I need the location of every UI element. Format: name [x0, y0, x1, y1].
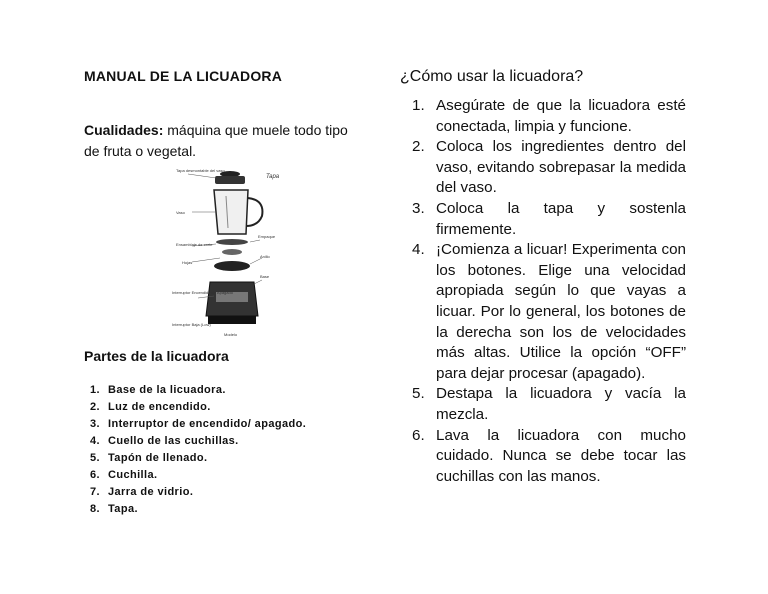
- label-interruptor: Interruptor Encendido de Apagado: [172, 290, 233, 295]
- step-item: [412, 384, 686, 425]
- step-number: 3.: [412, 199, 425, 217]
- step-number: 4.: [412, 241, 425, 259]
- item-number: 1.: [90, 384, 100, 396]
- list-item: [90, 382, 306, 399]
- blender-lid: [215, 176, 245, 184]
- step-text: ¡Comienza a licuar! Experimenta con los botones. Elige una velocidad apropiada según lo que vayas a licuar. Por lo general, los botones de la derecha son los de velocidades más altas. Utilice la opción “OFF” para dejar procesar (apagado).: [436, 241, 686, 382]
- blender-ring: [214, 261, 250, 271]
- step-text: Coloca la tapa y sostenla firmemente.: [436, 199, 686, 238]
- item-number: 6.: [90, 469, 100, 481]
- blender-jar: [214, 190, 248, 234]
- label-base: Base: [260, 274, 270, 279]
- qualities-label: Cualidades:: [84, 122, 164, 138]
- item-text: Luz de encendido.: [108, 401, 211, 413]
- page-title: MANUAL DE LA LICUADORA: [84, 68, 283, 84]
- list-item: [90, 450, 306, 467]
- list-item: [90, 399, 306, 416]
- parts-heading: Partes de la licuadora: [84, 348, 229, 364]
- item-text: Base de la licuadora.: [108, 384, 226, 396]
- how-to-heading: ¿Cómo usar la licuadora?: [400, 68, 584, 85]
- step-number: 2.: [412, 138, 425, 156]
- step-item: [412, 426, 686, 488]
- blender-diagram: [170, 166, 285, 346]
- item-text: Jarra de vidrio.: [108, 486, 194, 498]
- step-text: Asegúrate de que la licuadora esté conectada, limpia y funcione.: [436, 97, 686, 135]
- step-item: [412, 96, 686, 137]
- list-item: [90, 416, 306, 433]
- step-number: 1.: [412, 97, 425, 114]
- steps-list: [412, 96, 686, 487]
- step-item: [412, 199, 686, 240]
- step-text: Lava la licuadora con mucho cuidado. Nunca se debe tocar las cuchillas con las manos.: [436, 426, 686, 485]
- label-anillo: Anillo: [260, 254, 270, 259]
- label-empaque: Empaque: [258, 234, 276, 239]
- blender-foot: [208, 316, 256, 324]
- item-number: 7.: [90, 486, 100, 498]
- label-ensamblaje: Ensamblaje de corte: [176, 242, 213, 247]
- qualities-paragraph: [84, 120, 354, 162]
- item-text: Tapa.: [108, 503, 138, 515]
- item-number: 4.: [90, 435, 100, 447]
- step-number: 5.: [412, 385, 425, 403]
- item-number: 3.: [90, 418, 100, 430]
- step-text: Coloca los ingredientes dentro del vaso, evitando sobrepasar la medida del vaso.: [436, 138, 686, 197]
- step-number: 6.: [412, 426, 425, 444]
- blender-jar-handle: [246, 198, 262, 226]
- list-item: [90, 433, 306, 450]
- item-text: Interruptor de encendido/ apagado.: [108, 418, 307, 430]
- step-text: Destapa la licuadora y vacía la mezcla.: [436, 385, 686, 423]
- label-modelo: Modelo: [224, 332, 238, 337]
- label-tapa-top: Tapa desmontable del vaso: [176, 168, 225, 173]
- item-number: 8.: [90, 503, 100, 515]
- label-interruptor-baja: Interruptor Baja (Low): [172, 322, 211, 327]
- list-item: [90, 484, 306, 501]
- step-item: [412, 240, 686, 384]
- item-number: 5.: [90, 452, 100, 464]
- item-number: 2.: [90, 401, 100, 413]
- step-item: [412, 137, 686, 199]
- label-hojas: Hojas: [182, 260, 193, 265]
- blender-blades: [222, 249, 242, 255]
- item-text: Cuello de las cuchillas.: [108, 435, 239, 447]
- parts-list: [90, 382, 306, 518]
- blender-gasket: [216, 239, 248, 245]
- label-vaso: Vaso: [176, 210, 185, 215]
- label-tapa: Tapa: [266, 174, 280, 180]
- list-item: [90, 501, 306, 518]
- item-text: Tapón de llenado.: [108, 452, 208, 464]
- list-item: [90, 467, 306, 484]
- item-text: Cuchilla.: [108, 469, 158, 481]
- qualities-text: máquina que muele todo tipo de fruta o vegetal.: [84, 122, 348, 159]
